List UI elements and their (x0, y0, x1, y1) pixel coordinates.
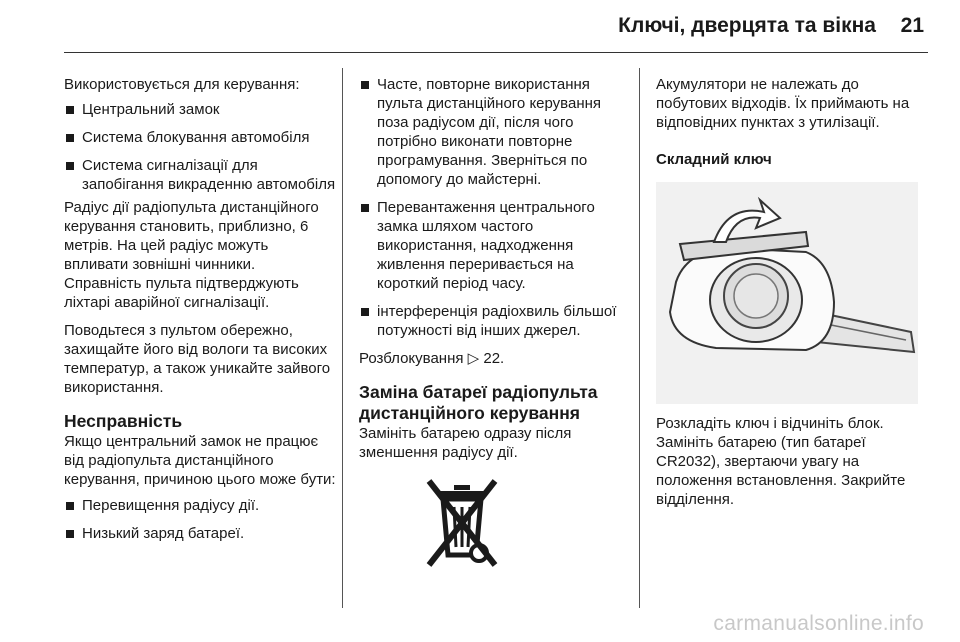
fault-cause-item: Часте, повторне використання пульта дистанційного керування поза радіусом дії, після чого потрібно виконати повторне програмування. Зверніться по допомогу до майстерні. (359, 75, 621, 189)
fault-paragraph: Якщо центральний замок не працює від радіопульта дистанційного керування, причиною цього може бути: (64, 433, 336, 488)
steps-paragraph: Розкладіть ключ і відчиніть блок. Замініть батарею (тип батареї CR2032), звертаючи увагу на положення встановлення. Закрийте відділення. (656, 415, 906, 508)
column-divider-left (342, 68, 343, 608)
fault-cause-item: Низький заряд батареї. (64, 524, 336, 543)
disposal-paragraph: Акумулятори не належать до побутових відходів. Їх приймають на відповідних пунктах з утилізації. (656, 76, 910, 131)
column-1 (64, 75, 336, 552)
watermark: carmanualsonline.info (713, 612, 924, 635)
page-header-title: Ключі, дверцята та вікна (618, 14, 876, 37)
column-divider-right (639, 68, 640, 608)
column-3 (656, 75, 928, 518)
unlock-label: Розблокування (359, 350, 464, 367)
header-rule (64, 52, 928, 53)
range-paragraph: Радіус дії радіопульта дистанційного керування становить, приблизно, 6 метрів. На цей радіус можуть впливати зовнішні чинники. Справність пульта підтверджують ліхтарі аварійної сигналізації. (64, 199, 319, 311)
folding-key-battery-figure (656, 182, 918, 404)
page-number: 21 (900, 14, 924, 37)
folding-key-heading: Складний ключ (656, 151, 772, 168)
care-paragraph: Поводьтеся з пультом обережно, захищайте його від вологи та високих температур, а також уникайте зайвого використання. (64, 322, 331, 396)
unlock-reference (359, 349, 621, 368)
fault-cause-item: Перевантаження центрального замка шляхом частого використання, надходження живлення переривається на короткий період часу. (359, 198, 621, 293)
column-2 (359, 75, 621, 571)
use-item: Центральний замок (64, 100, 336, 119)
unlock-page-ref[interactable]: 22. (483, 350, 505, 367)
uses-intro: Використовується для керування: (64, 76, 300, 93)
fault-cause-item: Перевищення радіусу дії. (64, 496, 336, 515)
battery-paragraph: Замініть батарею одразу після зменшення радіусу дії. (359, 425, 572, 461)
fault-heading: Несправність (64, 411, 183, 431)
crossed-out-bin-icon (421, 471, 521, 571)
page-reference-arrow-icon: ▷ (467, 350, 480, 367)
use-item: Система блокування автомобіля (64, 128, 336, 147)
battery-heading: Заміна батареї радіопульта дистанційного керування (359, 382, 598, 423)
fault-cause-item: інтерференція радіохвиль більшої потужності від інших джерел. (359, 302, 621, 340)
use-item: Система сигналізації для запобігання викраденню автомобіля (64, 156, 336, 194)
